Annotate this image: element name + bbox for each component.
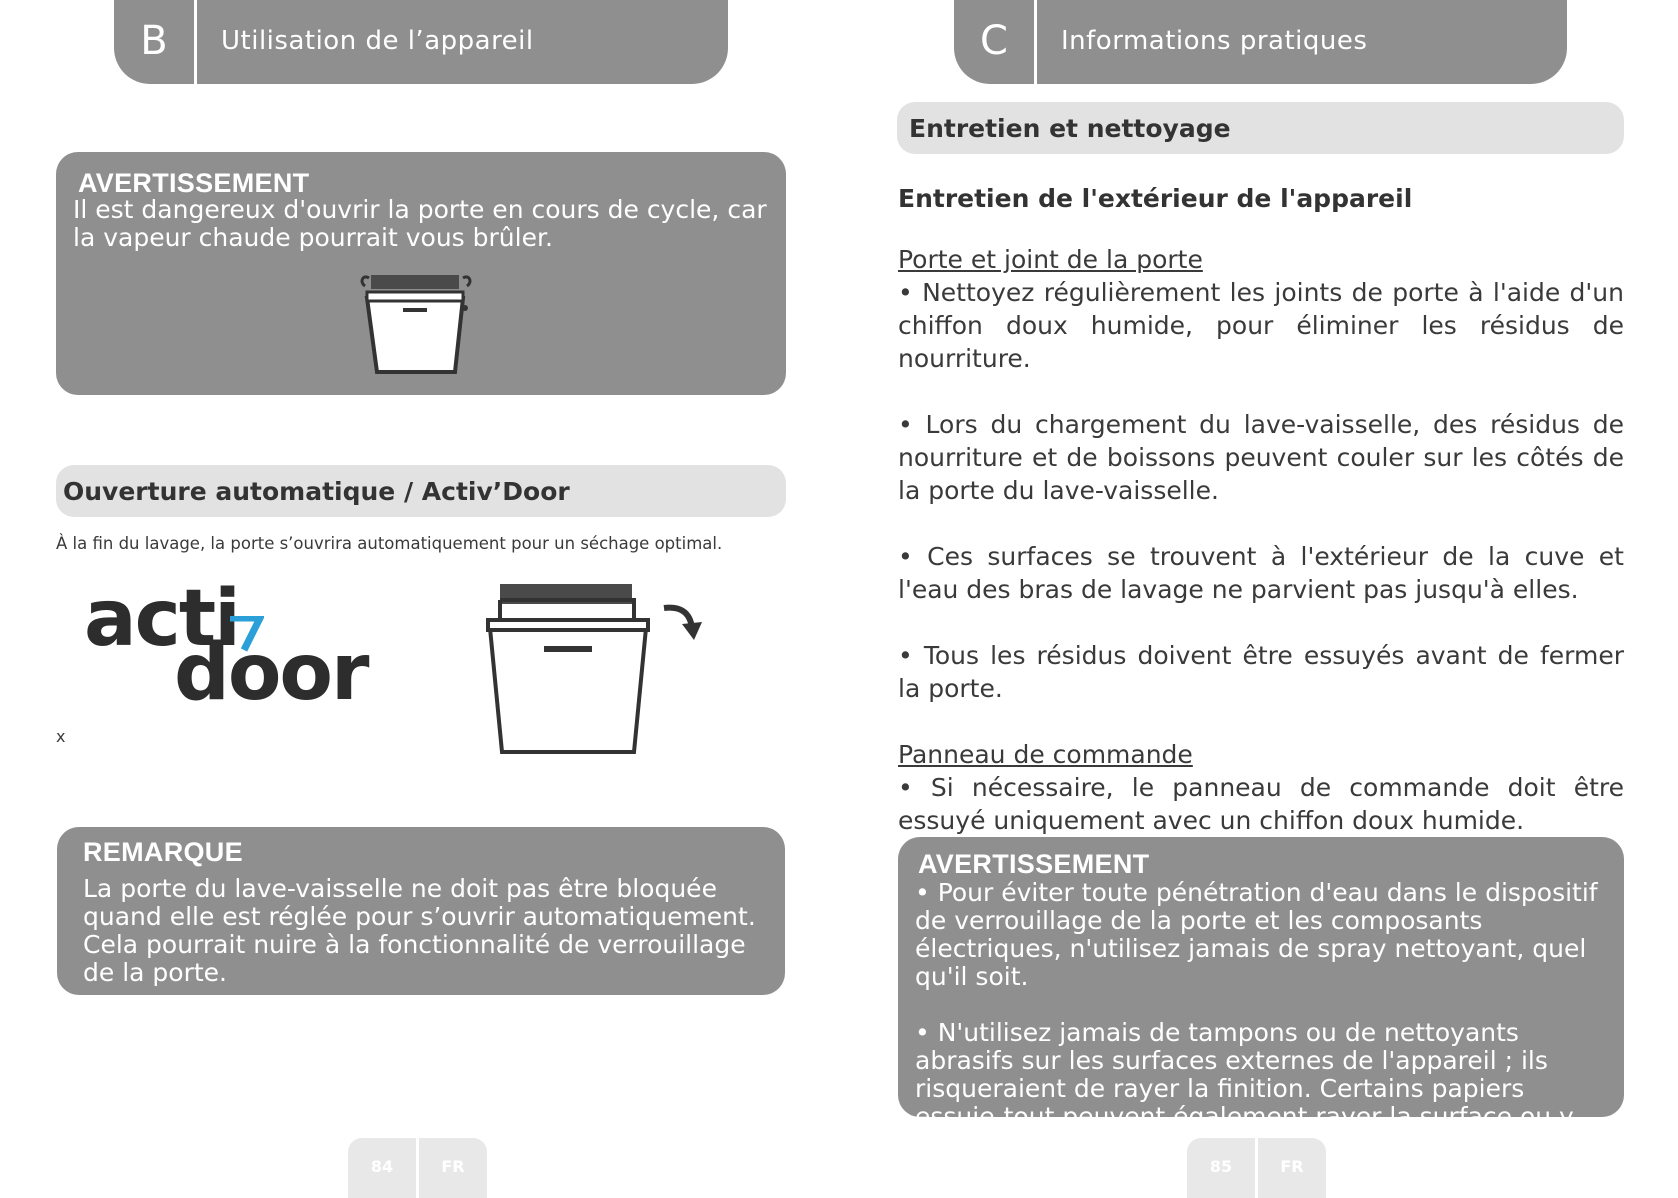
page-number: 85 xyxy=(1187,1138,1255,1198)
door-bullet: • Ces surfaces se trouvent à l'extérieur de la cuve et l'eau des bras de lavage ne parvient pas jusqu'à elles. xyxy=(898,542,1624,604)
hot-steam-dishwasher-icon xyxy=(359,272,479,377)
page-number-tab xyxy=(1187,1138,1326,1198)
note-line1: La porte du lave-vaisselle ne doit pas être bloquée quand elle est réglée pour s’ouvrir automatiquement. xyxy=(83,874,756,931)
door-section xyxy=(898,243,1624,837)
subheading: Entretien de l'extérieur de l'appareil xyxy=(898,184,1413,213)
open-dishwasher-icon xyxy=(484,578,704,758)
note-text xyxy=(83,875,773,987)
note-line2: Cela pourrait nuire à la fonctionnalité de verrouillage de la porte. xyxy=(83,930,746,987)
section-bar-activdoor xyxy=(56,465,786,517)
chapter-letter: B xyxy=(140,18,168,64)
chapter-header-c xyxy=(954,0,1567,84)
warning-bullet: • N'utilisez jamais de tampons ou de nettoyants abrasifs sur les surfaces externes de l'appareil ; ils risqueraient de rayer la finition. Certains papiers essuie-tout peuvent également rayer la surface ou y laisser des marques. xyxy=(915,1018,1574,1159)
chapter-letter: C xyxy=(980,18,1008,64)
warning-text xyxy=(915,879,1609,1159)
activdoor-intro: À la fin du lavage, la porte s’ouvrira automatiquement pour un séchage optimal. xyxy=(56,534,723,553)
page-number-tab xyxy=(348,1138,487,1198)
activdoor-logo xyxy=(84,574,368,718)
warning-title: AVERTISSEMENT xyxy=(918,849,1150,879)
section-title: Ouverture automatique / Activ’Door xyxy=(63,476,570,506)
logo-line1: acti xyxy=(84,574,239,664)
page-number: 84 xyxy=(348,1138,416,1198)
warning-bullet: • Pour éviter toute pénétration d'eau dans le dispositif de verrouillage de la porte et les composants électriques, n'utilisez jamais de spray nettoyant, quel qu'il soit. xyxy=(915,878,1598,991)
door-bullet: • Tous les résidus doivent être essuyés avant de fermer la porte. xyxy=(898,641,1624,703)
chapter-title: Informations pratiques xyxy=(1061,26,1368,56)
panel-text: • Si nécessaire, le panneau de commande doit être essuyé uniquement avec un chiffon doux humide. xyxy=(898,773,1624,835)
left-page xyxy=(0,0,839,1191)
section-bar-maintenance xyxy=(897,102,1624,154)
stray-mark: x xyxy=(56,727,66,746)
door-bullet: • Nettoyez régulièrement les joints de porte à l'aide d'un chiffon doux humide, pour éliminer les résidus de nourriture. xyxy=(898,278,1624,373)
page-lang: FR xyxy=(1258,1138,1326,1198)
logo-line2: door xyxy=(174,628,368,718)
page-lang: FR xyxy=(419,1138,487,1198)
warning-box xyxy=(56,152,786,395)
chapter-header-b xyxy=(114,0,728,84)
panel-heading: Panneau de commande xyxy=(898,740,1193,769)
right-page xyxy=(839,0,1678,1191)
door-heading: Porte et joint de la porte xyxy=(898,245,1203,274)
section-title: Entretien et nettoyage xyxy=(909,113,1231,143)
warning-box xyxy=(898,837,1624,1159)
chapter-title: Utilisation de l’appareil xyxy=(221,26,534,56)
warning-title: AVERTISSEMENT xyxy=(78,168,310,198)
door-bullet: • Lors du chargement du lave-vaisselle, des résidus de nourriture et de boissons peuvent couler sur les côtés de la porte du lave-vaisselle. xyxy=(898,410,1624,505)
note-title: REMARQUE xyxy=(83,837,243,867)
warning-text: Il est dangereux d'ouvrir la porte en cours de cycle, car la vapeur chaude pourrait vous brûler. xyxy=(73,195,767,252)
note-box xyxy=(57,827,785,995)
